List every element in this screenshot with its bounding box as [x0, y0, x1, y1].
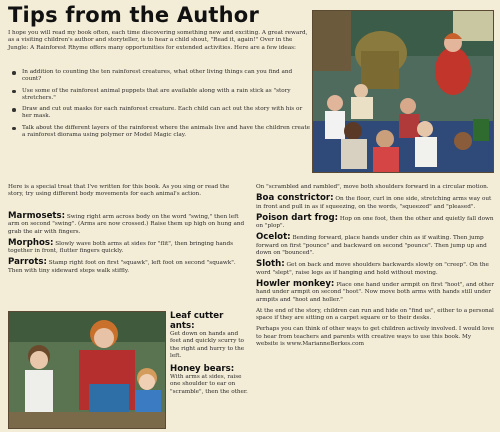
leaf-column: [170, 311, 248, 400]
entry-honey-bears: [170, 364, 248, 396]
right-column: [256, 184, 494, 352]
entry-text: Place one hand under armpit on first "hoot", and other hand under armpit on second "hoot". Now move both arms with hands still under armpits and "hoot and holler.": [256, 281, 494, 303]
entry-heading: Ocelot:: [256, 232, 291, 243]
entry-heading: Leaf cutter ants:: [170, 311, 224, 331]
entry-text: Hop on one foot, then the other and quietly fall down on "plop".: [256, 215, 494, 230]
entry-sloth: [256, 261, 494, 277]
entry-heading: Honey bears:: [170, 364, 235, 375]
special-intro: Here is a special treat that I've written for this book. As you sing or read the story, try using different body movements for each animal's action.: [8, 184, 230, 198]
entry-heading: Boa constrictor:: [256, 193, 334, 204]
entry-text: Swing right arm across body on the word "swing," then left arm on second "swing". (Arms are now crossed.) Raise them up high on hung and grab the air with fingers.: [8, 214, 245, 235]
entry-text: Stamp right foot on first "squawk", left foot on second "squawk". Then with tiny sideward steps walk stiffly.: [8, 260, 236, 274]
entry-marmosets: [8, 213, 246, 236]
entry-text: Bending forward, place hands under chin as if waiting. Then jump forward on first "pounce" and backward on second "pounce". Then jump up and down on "bounced".: [256, 235, 487, 257]
entry-heading: Sloth:: [256, 259, 285, 270]
entry-parrots: [8, 259, 246, 275]
entry-leaf-cutter-ants: [170, 311, 248, 360]
entry-ocelot: [256, 234, 494, 257]
list-item: Use some of the rainforest animal puppets that are available along with a rain stick as "story stretchers.": [8, 88, 310, 103]
list-item: In addition to counting the ten rainforest creatures, what other living things can you find and count?: [8, 69, 310, 84]
entry-boa-constrictor: [256, 195, 494, 211]
right-lead: On "scrambled and rambled", move both shoulders forward in a circular motion.: [256, 184, 489, 190]
list-item: Draw and cut out masks for each rainforest creature. Each child can act out the story with his or her mask.: [8, 106, 310, 121]
reading-photo: [8, 311, 166, 429]
list-item: Talk about the different layers of the rainforest where the animals live and have the children create a rainforest diorama using polymer or Model Magic clay.: [8, 125, 310, 140]
closing-paragraph: Perhaps you can think of other ways to get children actively involved. I would love to hear from teachers and parents with creative ways to use this book. My website is www.MarianneBerkes.com: [256, 326, 494, 348]
entry-heading: Morphos:: [8, 237, 54, 248]
entry-text: Get on back and move shoulders backwards slowly on "creep". On the word "slept", raise legs as if hanging and hold without moving.: [256, 262, 489, 276]
entry-text: Slowly wave both arms at sides for "flit", then bringing hands together in front, flutter fingers quickly.: [8, 240, 234, 255]
entry-text: Get down on hands and feet and quickly scurry to the right and hurry to the left.: [170, 331, 245, 359]
intro-paragraph: I hope you will read my book often, each time discovering something new and exciting. A great reward, as a visiting children's author and storyteller, is to hear a child shout, "Read it, again!" Over in the Jungle: A Rainforest Rhyme offers many opportunities for extended activities. Here are a few ideas:: [8, 30, 308, 51]
classroom-photo: [312, 10, 494, 173]
entry-howler-monkey: [256, 278, 494, 304]
page-title: Tips from the Author: [8, 3, 259, 27]
entry-heading: Parrots:: [8, 257, 47, 268]
entry-heading: Howler monkey:: [256, 278, 335, 289]
entry-heading: Poison dart frog:: [256, 212, 339, 223]
entry-heading: Marmosets:: [8, 211, 66, 221]
left-column: [8, 213, 246, 279]
entry-text: On the floor, curl in one side, stretching arms way out in front and pull in as if squeezing, on the words, "squeezed" and "pleased".: [256, 196, 492, 210]
entry-text: With arms at sides, raise one shoulder to ear on "scramble", then the other.: [170, 374, 248, 395]
closing-paragraph: At the end of the story, children can run and hide on "find us", either to a personal space if they are sitting on a carpet square or to their desks.: [256, 307, 494, 322]
entry-morphos: [8, 237, 246, 256]
entry-poison-dart-frog: [256, 212, 494, 231]
tips-list: [8, 69, 310, 143]
